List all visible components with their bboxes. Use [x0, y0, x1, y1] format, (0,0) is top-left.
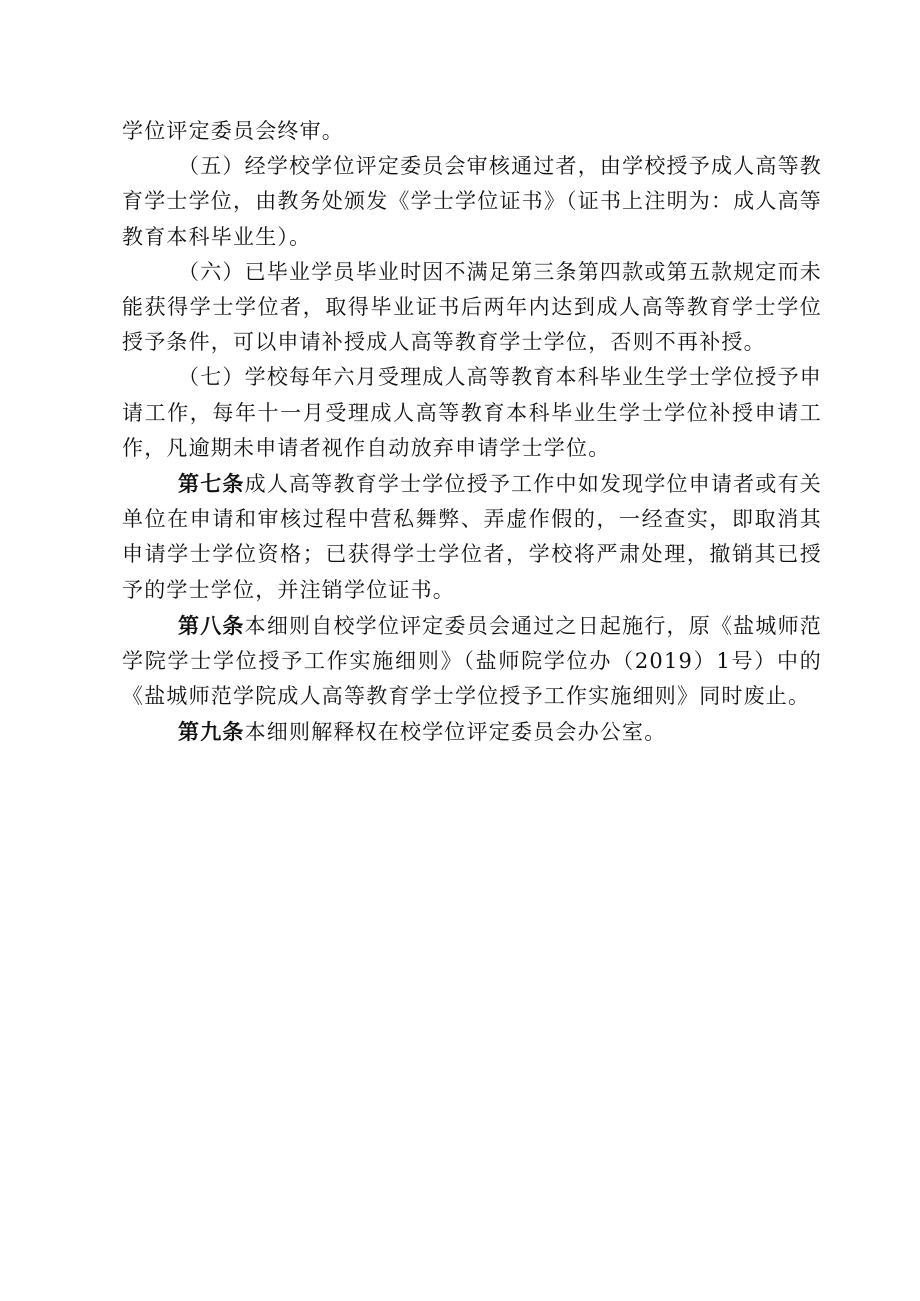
paragraph-clause-7-text: （七）学校每年六月受理成人高等教育本科毕业生学士学位授予申请工作，每年十一月受理成人高等教育本科毕业生学士学位补授申请工作，凡逾期未申请者视作自动放弃申请学士学位。	[122, 365, 822, 460]
paragraph-clause-7	[122, 360, 822, 466]
article-8-heading: 第八条	[178, 612, 245, 638]
paragraph-clause-5	[122, 149, 822, 255]
paragraph-clause-5-text: （五）经学校学位评定委员会审核通过者，由学校授予成人高等教育学士学位，由教务处颁发《学士学位证书》（证书上注明为：成人高等教育本科毕业生）。	[122, 154, 822, 249]
document-body	[122, 114, 822, 751]
paragraph-clause-6-text: （六）已毕业学员毕业时因不满足第三条第四款或第五款规定而未能获得学士学位者，取得毕业证书后两年内达到成人高等教育学士学位授予条件，可以申请补授成人高等教育学士学位，否则不再补授。	[122, 259, 822, 355]
article-7-heading: 第七条	[178, 471, 245, 497]
paragraph-1	[122, 114, 822, 149]
article-9-heading: 第九条	[178, 719, 245, 745]
article-8-text: 本细则自校学位评定委员会通过之日起施行，原《盐城师范学院学士学位授予工作实施细则》（盐师院学位办（2019）1号）中的《盐城师范学院成人高等教育学士学位授予工作实施细则》同时废止。	[122, 613, 822, 709]
article-9-text: 本细则解释权在校学位评定委员会办公室。	[244, 720, 667, 745]
article-9	[122, 714, 822, 750]
paragraph-1-text: 学位评定委员会终审。	[122, 119, 344, 143]
article-7-text: 成人高等教育学士学位授予工作中如发现学位申请者或有关单位在申请和审核过程中营私舞弊、弄虚作假的，一经查实，即取消其申请学士学位资格；已获得学士学位者，学校将严肃处理，撤销其已授予的学士学位，并注销学位证书。	[122, 472, 822, 602]
paragraph-clause-6	[122, 255, 822, 361]
article-7	[122, 466, 822, 608]
article-8	[122, 608, 822, 715]
